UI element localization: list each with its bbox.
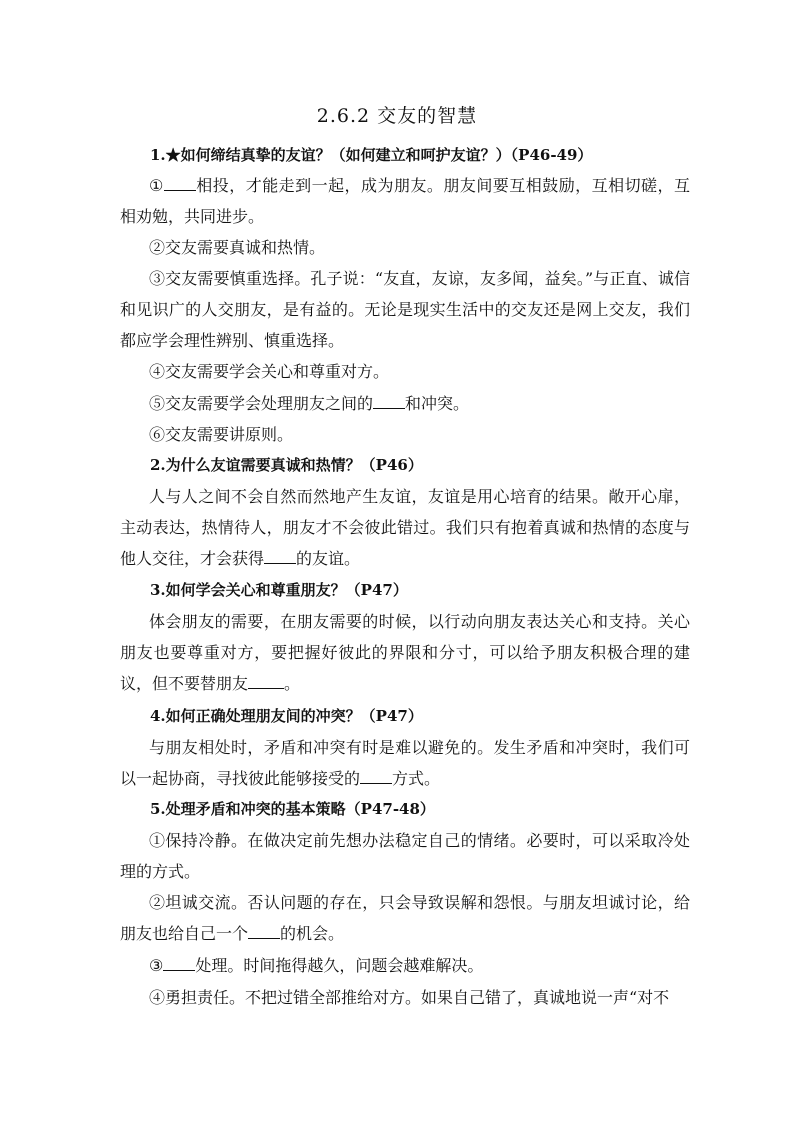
- question-5-item-3: ③ 处理。时间拖得越久，问题会越难解决。: [149, 956, 484, 975]
- question-1-item-5: ⑤交友需要学会处理朋友之间的 和冲突。: [149, 394, 470, 413]
- question-1-heading: 1.★如何缔结真挚的友谊？（如何建立和呵护友谊？）（P46-49）: [150, 146, 593, 164]
- question-2-heading: 2.为什么友谊需要真诚和热情？（P46）: [150, 456, 423, 474]
- fill-blank[interactable]: [163, 954, 195, 971]
- fill-blank[interactable]: [360, 767, 392, 784]
- question-5-item-1: ①保持冷静。在做决定前先想办法稳定自己的情绪。必要时，可以采取冷处理的方式。: [120, 831, 690, 881]
- page-title: 2.6.2 交友的智慧: [316, 105, 478, 127]
- fill-blank[interactable]: [164, 174, 196, 191]
- question-3-body: 体会朋友的需要，在朋友需要的时候，以行动向朋友表达关心和支持。关心朋友也要尊重对方，要把握好彼此的界限和分寸，可以给予朋友积极合理的建议，但不要替朋友 。: [120, 612, 690, 693]
- question-5-heading: 5.处理矛盾和冲突的基本策略（P47-48）: [150, 800, 435, 818]
- question-4-body: 与朋友相处时，矛盾和冲突有时是难以避免的。发生矛盾和冲突时，我们可以一起协商，寻找彼此能够接受的 方式。: [120, 738, 690, 788]
- question-1-item-2: ②交友需要真诚和热情。: [149, 238, 326, 257]
- question-4-heading: 4.如何正确处理朋友间的冲突？（P47）: [150, 707, 423, 725]
- question-5-item-2: ②坦诚交流。否认问题的存在，只会导致误解和怨恨。与朋友坦诚讨论，给朋友也给自己一个 的机会。: [120, 893, 690, 943]
- fill-blank[interactable]: [373, 392, 405, 409]
- fill-blank[interactable]: [248, 672, 284, 689]
- question-2-body: 人与人之间不会自然而然地产生友谊，友谊是用心培育的结果。敞开心扉，主动表达，热情待人，朋友才不会彼此错过。我们只有抱着真诚和热情的态度与他人交往，才会获得 的友谊。: [120, 487, 690, 568]
- question-3-heading: 3.如何学会关心和尊重朋友？（P47）: [150, 581, 408, 599]
- fill-blank[interactable]: [248, 922, 280, 939]
- question-1-item-3: ③交友需要慎重选择。孔子说：“友直，友谅，友多闻，益矣。”与正直、诚信和见识广的人交朋友，是有益的。无论是现实生活中的交友还是网上交友，我们都应学会理性辨别、慎重选择。: [120, 269, 690, 350]
- question-1-item-4: ④交友需要学会关心和尊重对方。: [149, 362, 390, 381]
- fill-blank[interactable]: [264, 547, 296, 564]
- question-1-item-1: ① 相投，才能走到一起，成为朋友。朋友间要互相鼓励，互相切磋，互相劝勉，共同进步。: [120, 176, 690, 226]
- question-5-item-4: ④勇担责任。不把过错全部推给对方。如果自己错了，真诚地说一声“对不: [149, 988, 670, 1007]
- question-1-item-6: ⑥交友需要讲原则。: [149, 425, 294, 444]
